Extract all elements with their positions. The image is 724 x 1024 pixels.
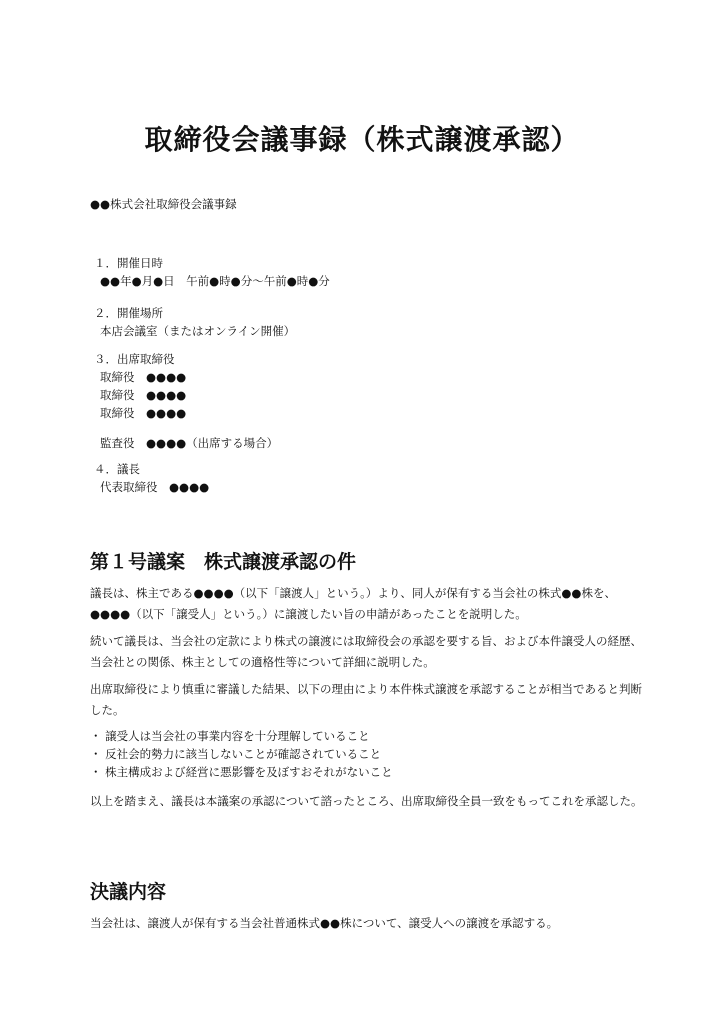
section-heading: ４．議長 [94, 462, 140, 476]
agenda-heading: 第１号議案 株式譲渡承認の件 [90, 551, 357, 573]
section-line: 代表取締役 ●●●● [100, 480, 210, 494]
section-chair [90, 460, 209, 496]
section-line: 本店会議室（またはオンライン開催） [100, 324, 296, 338]
document-title: 取締役会議事録（株式譲渡承認） [144, 123, 580, 156]
section-line: 監査役 ●●●●（出席する場合） [100, 436, 279, 450]
section-attendees [90, 350, 278, 452]
document-subtitle: ●●株式会社取締役会議事録 [90, 197, 237, 211]
resolution-text: 当会社は、譲渡人が保有する当会社普通株式●●株について、譲受人への譲渡を承認する。 [90, 916, 559, 930]
reason-list [90, 727, 393, 781]
resolution-heading: 決議内容 [90, 881, 167, 903]
section-heading: １．開催日時 [94, 256, 163, 270]
section-line: ●●年●月●日 午前●時●分～午前●時●分 [100, 274, 330, 288]
section-line: 取締役 ●●●● [100, 388, 187, 402]
list-item: ・ 株主構成および経営に悪影響を及ぼすおそれがないこと [90, 765, 393, 779]
list-item: ・ 譲受人は当会社の事業内容を十分理解していること [90, 729, 370, 743]
agenda-paragraph: 議長は、株主である●●●●（以下「譲渡人」という。）より、同人が保有する当会社の株式●●株を、●●●●（以下「譲受人」という。）に譲渡したい旨の申請があったことを説明した。 [90, 586, 616, 621]
section-line: 取締役 ●●●● [100, 406, 187, 420]
agenda-paragraph: 以上を踏まえ、議長は本議案の承認について諮ったところ、出席取締役全員一致をもってこれを承認した。 [90, 794, 643, 808]
section-date [90, 254, 330, 290]
section-heading: ３．出席取締役 [94, 352, 175, 366]
section-line: 取締役 ●●●● [100, 370, 187, 384]
agenda-paragraph: 続いて議長は、当会社の定款により株式の譲渡には取締役会の承認を要する旨、および本件譲受人の経歴、当会社との関係、株主としての適格性等について詳細に説明した。 [90, 634, 642, 669]
section-heading: ２．開催場所 [94, 306, 163, 320]
list-item: ・ 反社会的勢力に該当しないことが確認されていること [90, 747, 382, 761]
section-place [90, 304, 295, 340]
agenda-paragraph: 出席取締役により慎重に審議した結果、以下の理由により本件株式譲渡を承認することが相当であると判断した。 [90, 682, 642, 717]
